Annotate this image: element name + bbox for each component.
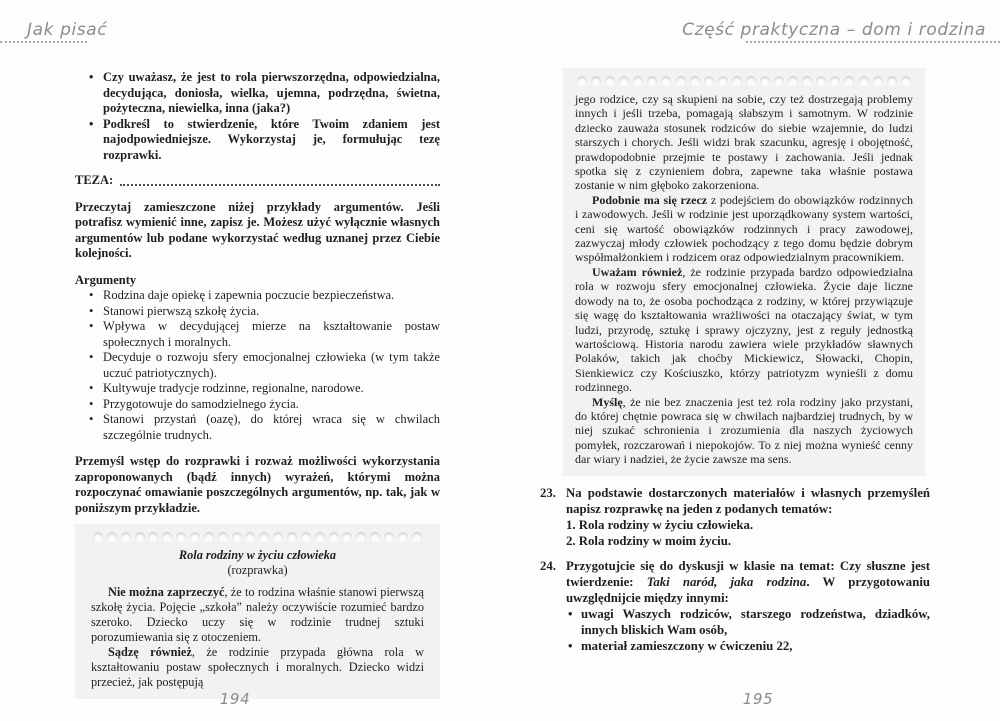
list-item: • Przygotowuje do samodzielnego życia.	[75, 397, 440, 413]
scallop-dot	[356, 532, 366, 542]
scallop-dot	[190, 532, 200, 542]
scallop-dot	[329, 532, 339, 542]
scallop-dot	[218, 532, 228, 542]
exercise-24	[540, 558, 930, 654]
scallop-dot	[859, 76, 869, 86]
essay-paragraph	[91, 585, 424, 645]
header-dotted-rule-left	[0, 41, 87, 43]
scallop-dot	[148, 532, 158, 542]
page-number-right: 195	[742, 690, 774, 708]
arguments-list	[75, 288, 440, 443]
scallop-dot	[176, 532, 186, 542]
scallop-dot	[412, 532, 422, 542]
list-item: • Stanowi przystań (oazę), do której wraca się w chwilach szczególnie trudnych.	[75, 412, 440, 443]
scallop-dot	[287, 532, 297, 542]
exercise-number: 24.	[540, 558, 556, 573]
scallop-dot	[107, 532, 117, 542]
scallop-dot	[633, 76, 643, 86]
scallop-dot	[245, 532, 255, 542]
scallop-dot	[901, 76, 911, 86]
scallop-dot	[342, 532, 352, 542]
scallop-dot	[370, 532, 380, 542]
scalloped-edge	[577, 76, 911, 86]
scallop-dot	[732, 76, 742, 86]
list-item: • Czy uważasz, że jest to rola pierwszorzędna, odpowiedzialna, decydująca, doniosła, wielka, ujemna, podrzędna, świetna, pożyteczna, niewielka, inna (jaka?)	[75, 70, 440, 117]
exercise-23	[540, 485, 930, 549]
essay-paragraph	[575, 395, 913, 467]
scallop-dot	[121, 532, 131, 542]
essay-title: Rola rodziny w życiu człowieka	[178, 548, 337, 562]
paragraph-lead: Uważam również	[592, 264, 683, 279]
instruction-paragraph: Przemyśl wstęp do rozprawki i rozważ możliwości wykorzystania zaproponowanych (bądź innych) wyrażeń, którymi można rozpoczynać omawianie poszczególnych argumentów, np. tak, jak w poniższym przykładzie.	[75, 454, 440, 515]
scallop-dot	[384, 532, 394, 542]
paragraph-lead: Nie można zaprzeczyć	[108, 585, 225, 599]
essay-paragraph	[575, 265, 913, 395]
thesis-dotted-fill-line	[120, 184, 440, 186]
list-item: • Stanowi pierwszą szkołę życia.	[75, 304, 440, 320]
list-item: • Rodzina daje opiekę i zapewnia poczucie bezpieczeństwa.	[75, 288, 440, 304]
exercise-list	[540, 485, 930, 654]
exercise-sub-item: 2. Rola rodziny w moim życiu.	[566, 533, 732, 548]
essay-example-box-left	[75, 524, 440, 699]
exercise-text: Na podstawie dostarczonych materiałów i własnych przemyśleń napisz rozprawkę na jeden z podanych tematów:	[566, 485, 930, 516]
scallop-dot	[802, 76, 812, 86]
exercise-number: 23.	[540, 485, 556, 500]
essay-subtitle: (rozprawka)	[227, 563, 288, 577]
essay-paragraph	[575, 92, 913, 193]
running-header-left: Jak pisać	[27, 20, 108, 40]
scallop-dot	[704, 76, 714, 86]
exercise-bullet-list	[566, 606, 930, 654]
essay-example-box-right	[563, 68, 925, 476]
scallop-dot	[774, 76, 784, 86]
scallop-dot	[788, 76, 798, 86]
left-content-column	[75, 70, 440, 699]
scallop-dot	[398, 532, 408, 542]
exercise-text-segment: . W przygotowaniu uwzględnijcie między innymi:	[566, 574, 930, 605]
paragraph-lead: Myślę	[592, 394, 623, 409]
scallop-dot	[232, 532, 242, 542]
scallop-dot	[676, 76, 686, 86]
page-number-left: 194	[219, 690, 251, 708]
scallop-dot	[830, 76, 840, 86]
right-content-column	[540, 68, 930, 654]
thesis-label: TEZA:	[75, 173, 114, 187]
paragraph-text: jego rodzice, czy są skupieni na sobie, czy też dostrzegają problemy innych i jeśli trzeba, pomagają słabszym i samotnym. W rodzinie dziecko zauważa stosunek rodziców do siebie wzajemnie, do ludzi starszych i chorych. Jeśli widzi brak szacunku, agresję i obojętność, prawdopodobnie przejmie te postawy i zachowania. Jeśli jednak spotka się z czynieniem dobra, zapewne taka właśnie postawa zostanie w nim głęboko zakorzeniona.	[575, 92, 913, 193]
scallop-dot	[162, 532, 172, 542]
paragraph-text: , że rodzinie przypada bardzo odpowiedzialna rola w rozwoju sfery emocjonalnej człowieka. Życie daje liczne dowody na to, że osoba pochodząca z rodziny, w której przywiązuje się wagę do kształtowania wrażliwości na otaczający świat, w tym ludzi, przyrodę, sztukę i sprawy ojczyzny, jest z reguły jednostką wartościową. Historia narodu zawiera wiele przykładów sławnych Polaków, takich jak choćby Mickiewicz, Słowacki, Chopin, Sienkiewicz czy Kościuszko, którzy patriotyzm wynieśli z domu rodzinnego.	[575, 264, 913, 395]
page-right	[500, 0, 1000, 721]
scallop-dot	[718, 76, 728, 86]
exercise-sub-item: 1. Rola rodziny w życiu człowieka.	[566, 517, 754, 532]
scalloped-edge	[93, 532, 422, 542]
scallop-dot	[746, 76, 756, 86]
paragraph-text: , że to rodzina właśnie stanowi pierwszą szkołę życia. Pojęcie „szkoła” należy oczywiście rozumieć bardzo szeroko. Dziecko uczy się w rodzinie trudnej sztuki porozumiewania się z otoczeniem.	[91, 585, 424, 644]
running-header-right: Część praktyczna – dom i rodzina	[682, 20, 986, 40]
exercise-text	[566, 558, 930, 606]
list-item: • materiał zamieszczony w ćwiczeniu 22,	[566, 638, 930, 654]
intro-bullet-list	[75, 70, 440, 163]
exercise-text-italic: Taki naród, jaka rodzina	[646, 574, 807, 589]
scallop-dot	[844, 76, 854, 86]
paragraph-lead: Sądzę również	[108, 645, 192, 659]
exercise-text-segment: Przygotujcie się do dyskusji w klasie na temat: Czy słuszne jest twierdzenie:	[566, 558, 930, 589]
paragraph-text: , że rodzinie przypada główna rola w kształtowaniu postaw społecznych i moralnych. Dziecko widzi przecież, jak postępują	[91, 645, 424, 689]
list-item: • uwagi Waszych rodziców, starszego rodzeństwa, dziadków, innych bliskich Wam osób,	[566, 606, 930, 638]
scallop-dot	[887, 76, 897, 86]
instruction-paragraph: Przeczytaj zamieszczone niżej przykłady argumentów. Jeśli potrafisz wymienić inne, zapisz je. Możesz użyć wyłącznie własnych argumentów lub podane wykorzystać według uznanej przez Ciebie kolejności.	[75, 199, 440, 260]
scallop-dot	[93, 532, 103, 542]
paragraph-text: z podejściem do obowiązków rodzinnych i zawodowych. Jeśli w rodzinie jest uporządkowany system wartości, ceni się wartość obowiązków rodzinnych i pracy zawodowej, zazwyczaj młody człowiek pochodzący z tego domu będzie dobrym współmałżonkiem i rodzicem oraz odpowiedzialnym pracownikiem.	[575, 192, 913, 265]
scallop-dot	[619, 76, 629, 86]
scallop-dot	[760, 76, 770, 86]
scallop-dot	[661, 76, 671, 86]
scallop-dot	[873, 76, 883, 86]
list-item: • Wpływa w decydującej mierze na kształtowanie postaw społecznych i moralnych.	[75, 319, 440, 350]
scallop-dot	[301, 532, 311, 542]
paragraph-lead: Podobnie ma się rzecz	[592, 192, 708, 207]
essay-paragraph	[91, 645, 424, 690]
list-item: • Kultywuje tradycje rodzinne, regionalne, narodowe.	[75, 381, 440, 397]
scallop-dot	[315, 532, 325, 542]
thesis-line	[75, 173, 440, 189]
arguments-heading: Argumenty	[75, 272, 137, 287]
scallop-dot	[577, 76, 587, 86]
scallop-dot	[259, 532, 269, 542]
list-item: • Podkreśl to stwierdzenie, które Twoim zdaniem jest najodpowiedniejsze. Wykorzystaj je, formułując tezę rozprawki.	[75, 117, 440, 164]
paragraph-text: , że nie bez znaczenia jest też rola rodziny jako przystani, do której chętnie powraca się w chwilach najbardziej trudnych, by w niej szukać schronienia i zrozumienia dla naszych życiowych pomyłek, rozczarowań i niepokojów. To z niej można wynieść cenny dar wiary i nadziei, że życie zawsze ma sens.	[575, 394, 913, 467]
scallop-dot	[273, 532, 283, 542]
scallop-dot	[816, 76, 826, 86]
essay-paragraph	[575, 193, 913, 265]
scallop-dot	[605, 76, 615, 86]
scallop-dot	[204, 532, 214, 542]
scallop-dot	[135, 532, 145, 542]
list-item: • Decyduje o rozwoju sfery emocjonalnej człowieka (w tym także uczuć patriotycznych).	[75, 350, 440, 381]
scallop-dot	[690, 76, 700, 86]
scallop-dot	[647, 76, 657, 86]
scallop-dot	[591, 76, 601, 86]
header-dotted-rule-right	[746, 41, 1000, 43]
